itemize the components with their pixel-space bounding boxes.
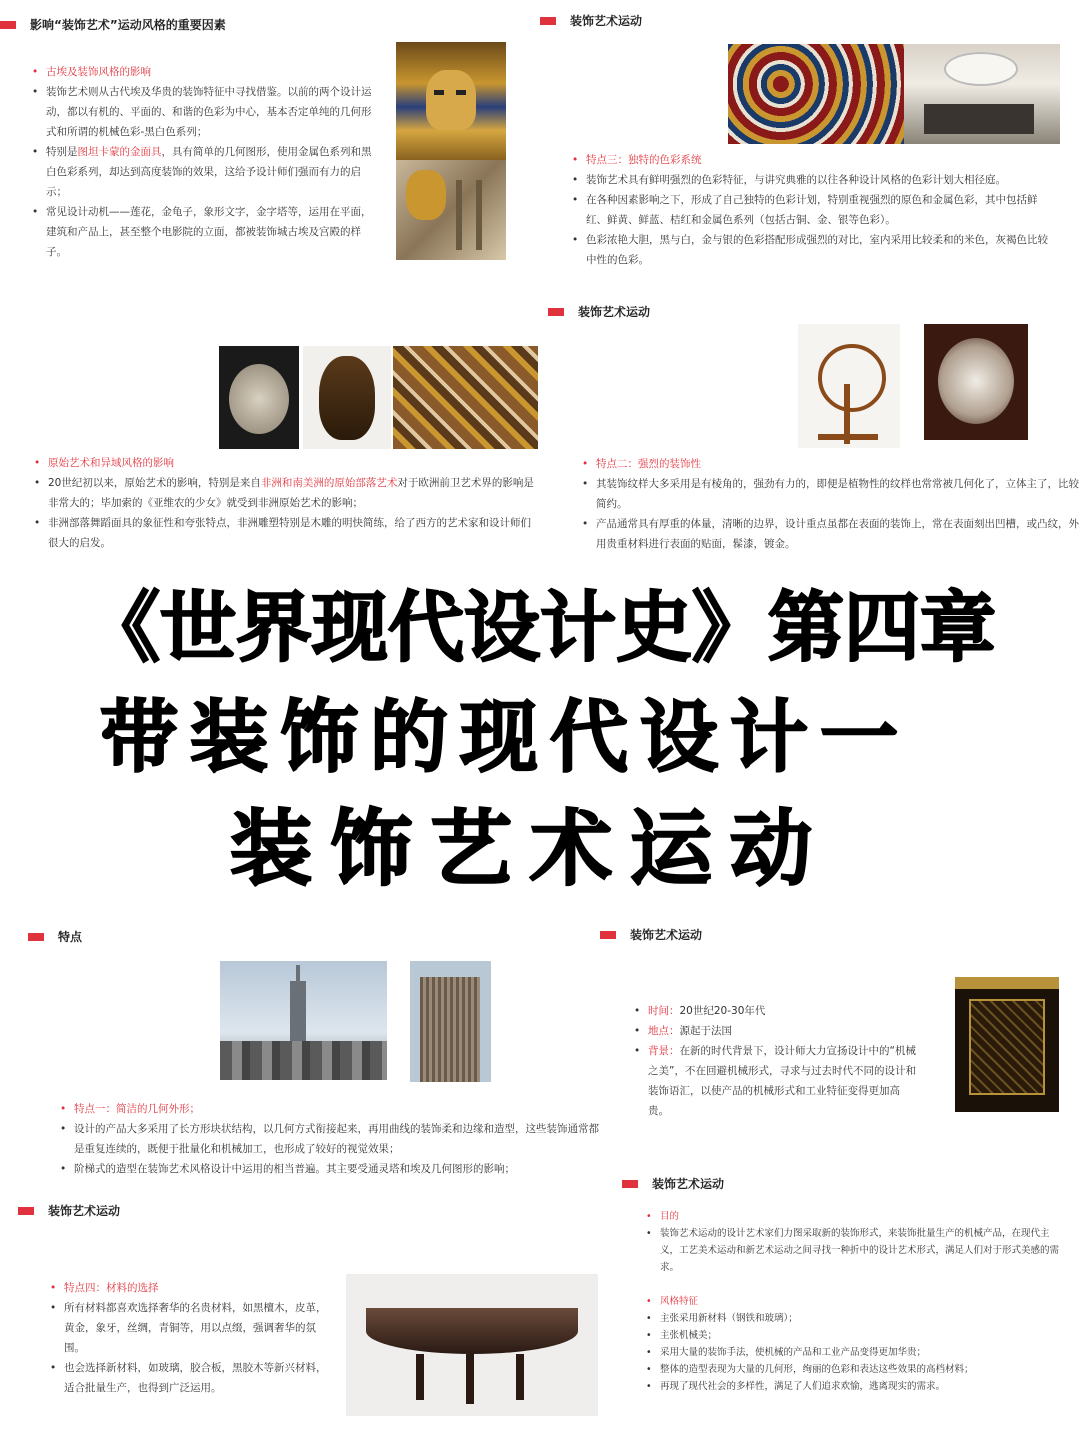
decor-item-1: • 其装饰纹样大多采用是有棱角的，强劲有力的，即便是植物性的纹样也常常被几何化了，立体主了，比较简约。 [582,474,1080,514]
color-item-3: • 色彩浓艳大胆，黑与白，金与银的色彩搭配形成强烈的对比，室内采用比较柔和的米色，灰褐色比较中性的色彩。 [572,230,1057,270]
time-item [634,1001,920,1021]
egypt-item-1: • 装饰艺术则从古代埃及华贵的装饰特征中寻找借鉴。以前的两个设计运动，都以有机的、平面的、和谐的色彩为中心，基本否定单纯的几何形式和所谓的机械色彩-黑白色系列； [32,82,372,142]
color-item-1: • 装饰艺术具有鲜明强烈的色彩特征，与讲究典雅的以往各种设计风格的色彩计划大相径庭。 [572,170,1057,190]
primitive-subtitle: • 原始艺术和异域风格的影响 [34,453,534,473]
main-title-line-1: 《世界现代设计史》第四章 [84,583,996,672]
deco-cabinet-image [924,324,1028,440]
color-subtitle: • 特点三：独特的色彩系统 [572,150,1057,170]
ornate-cabinet-image [955,977,1059,1112]
primitive-item-1 [34,473,534,513]
red-bar-icon [622,1180,638,1188]
material-heading [18,1202,120,1219]
background-value: 在新的时代背景下，设计师大力宣扬设计中的“机械之美”，不在回避机械形式，寻求与过去时代不同的设计和装饰语汇，以使产品的机械形式和工业特征变得更加高贵。 [648,1045,916,1117]
goal-list [646,1208,1062,1395]
main-title-line-3: 装饰艺术运动 [229,802,830,897]
red-bar-icon [28,933,44,941]
red-bar-icon [18,1207,34,1215]
primitive-list [34,453,534,553]
egypt-item-2-highlight: 图坦卡蒙的金面具 [77,146,162,158]
red-bar-icon [600,931,616,939]
goal-heading [622,1175,724,1192]
empire-state-image [220,961,387,1080]
color-list [572,150,1057,270]
decor-list [582,454,1080,554]
african-mask-image-1 [219,346,299,449]
decor-item-2: • 产品通常具有厚重的体量，清晰的边界，设计重点虽都在表面的装饰上，常在表面刻出凹槽，或凸纹，外用贵重材料进行表面的贴面，髹漆，镀金。 [582,514,1080,554]
material-heading-text: 装饰艺术运动 [48,1204,121,1218]
main-title-line-2: 带装饰的现代设计一 [99,693,910,783]
background-item [634,1041,920,1121]
goal-heading-text: 装饰艺术运动 [652,1177,725,1191]
primitive-item-1b: 对于欧洲前卫艺术界的影响是非常大的；毕加索的《亚维农的少女》就受到非洲原始艺术的影响； [48,477,534,509]
decor-subtitle: • 特点二：强烈的装饰性 [582,454,1080,474]
time-value: 20世纪20-30年代 [679,1005,766,1017]
color-heading-text: 装饰艺术运动 [570,14,643,28]
rockefeller-center-image [410,961,491,1082]
primitive-item-1a: 20世纪初以来，原始艺术的影响，特别是来自 [48,477,261,489]
colorful-plates-image [728,44,904,144]
decor-heading-text: 装饰艺术运动 [578,305,651,319]
egypt-subtitle: • 古埃及装饰风格的影响 [32,62,372,82]
style-label: • 风格特征 [646,1293,1062,1310]
egypt-heading-text: 影响“装饰艺术”运动风格的重要因素 [30,18,226,32]
material-list [50,1278,330,1398]
goal-label: • 目的 [646,1208,1062,1225]
background-label: 背景： [648,1045,680,1057]
decor-heading [548,303,650,320]
place-item [634,1021,920,1041]
time-heading [600,926,702,943]
egypt-item-2b: ，具有简单的几何图形，使用金属色系列和黑白色彩系列，却达到高度装饰的效果，这给予设计师们强而有力的启示； [46,146,372,198]
geom-list [60,1099,600,1179]
egypt-heading [0,16,226,33]
egypt-item-2a: 特别是 [46,146,78,158]
geom-item-2: • 阶梯式的造型在装饰艺术风格设计中运用的相当普遍。其主要受通灵塔和埃及几何图形的影响； [60,1159,600,1179]
color-item-2: • 在各种因素影响之下，形成了自己独特的色彩计划，特别重视强烈的原色和金属色彩，其中包括鲜红、鲜黄、鲜蓝、桔红和金属色系列（包括古铜、金、银等色彩）。 [572,190,1057,230]
wooden-boat-dish-image [346,1274,598,1416]
place-label: 地点： [648,1025,680,1037]
wrought-iron-stand-image [798,324,900,448]
time-label: 时间： [648,1005,680,1017]
egypt-list [32,62,372,262]
african-mask-image-2 [303,346,391,449]
material-item-2: • 也会选择新材料，如玻璃，胶合板，黑胶木等新兴材料，适合批量生产，也得到广泛运用。 [50,1358,330,1398]
material-subtitle: • 特点四：材料的选择 [50,1278,330,1298]
time-list [634,1001,920,1121]
style-item-5: • 再现了现代社会的多样性，满足了人们追求欢愉，逃离现实的需求。 [646,1378,1062,1395]
style-item-1: • 主张采用新材料（钢铁和玻璃）； [646,1310,1062,1327]
goal-text: • 装饰艺术运动的设计艺术家们力图采取新的装饰形式，来装饰批量生产的机械产品，在现代主义，工艺美术运动和新艺术运动之间寻找一种折中的设计艺术形式，满足人们对于形式美感的需求。 [646,1225,1062,1276]
style-item-4: • 整体的造型表现为大量的几何形，绚丽的色彩和表达这些效果的高档材料； [646,1361,1062,1378]
red-bar-icon [540,17,556,25]
time-heading-text: 装饰艺术运动 [630,928,703,942]
style-item-2: • 主张机械美； [646,1327,1062,1344]
masks-wall-image [393,346,538,449]
color-heading [540,12,642,29]
art-deco-interior-image [904,44,1060,144]
egypt-item-3: • 常见设计动机——莲花，金龟子，象形文字，金字塔等，运用在平面，建筑和产品上，甚至整个电影院的立面，都被装饰城古埃及宫殿的样子。 [32,202,372,262]
geom-heading-text: 特点 [58,930,83,944]
egypt-item-2 [32,142,372,202]
material-item-1: • 所有材料都喜欢选择奢华的名贵材料，如黑檀木，皮革，黄金，象牙，丝绸，青铜等，用以点缀，强调奢华的氛围。 [50,1298,330,1358]
place-value: 源起于法国 [679,1025,732,1037]
pharaoh-statue-image [396,42,506,160]
geom-subtitle: • 特点一：简洁的几何外形； [60,1099,600,1119]
red-bar-icon [0,21,16,29]
red-bar-icon [548,308,564,316]
geom-heading [28,928,82,945]
egypt-cinema-image [396,160,506,260]
primitive-item-2: • 非洲部落舞蹈面具的象征性和夸张特点，非洲雕塑特别是木雕的明快简练，给了西方的艺术家和设计师们很大的启发。 [34,513,534,553]
primitive-item-1-highlight: 非洲和南美洲的原始部落艺术 [260,477,398,489]
geom-item-1: • 设计的产品大多采用了长方形块状结构，以几何方式衔接起来，再用曲线的装饰柔和边缘和造型，这些装饰通常都是重复连续的，既便于批量化和机械加工，也形成了较好的视觉效果； [60,1119,600,1159]
style-item-3: • 采用大量的装饰手法，使机械的产品和工业产品变得更加华贵； [646,1344,1062,1361]
